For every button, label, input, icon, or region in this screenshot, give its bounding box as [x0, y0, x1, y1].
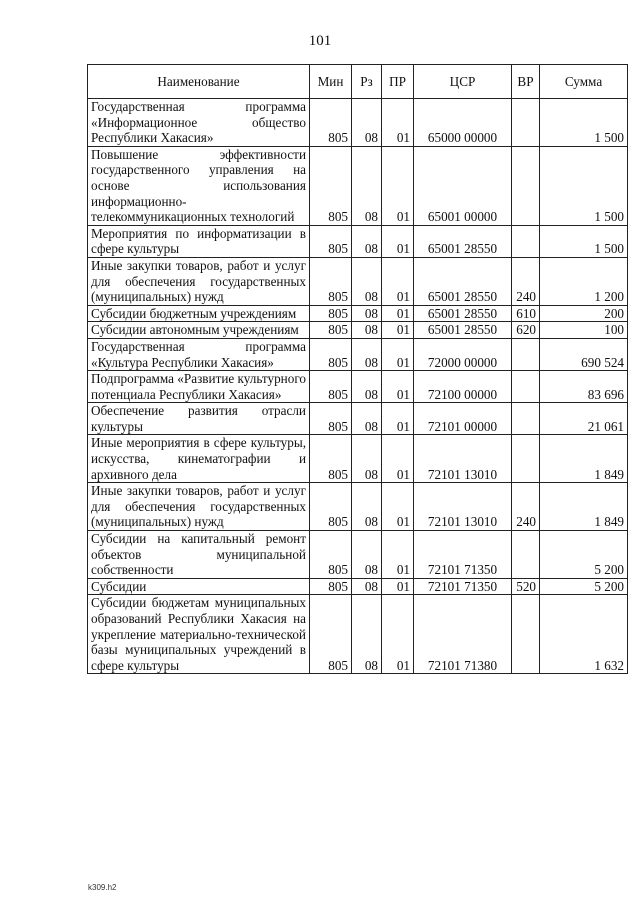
- table-row: [88, 146, 628, 225]
- cell-min: 805: [310, 305, 352, 322]
- cell-name: Субсидии на капитальный ремонт объектов муниципальной собственности: [88, 531, 310, 579]
- table-row: [88, 578, 628, 595]
- cell-csr: 65001 28550: [414, 305, 512, 322]
- cell-sum: 690 524: [540, 338, 628, 370]
- table-row: [88, 322, 628, 339]
- cell-vr: 240: [512, 483, 540, 531]
- cell-rz: 08: [352, 578, 382, 595]
- cell-min: 805: [310, 146, 352, 225]
- cell-csr: 65001 28550: [414, 322, 512, 339]
- cell-pr: 01: [382, 225, 414, 257]
- table-header-row: [88, 65, 628, 99]
- cell-name: Субсидии бюджетным учреждениям: [88, 305, 310, 322]
- cell-vr: [512, 146, 540, 225]
- cell-vr: 610: [512, 305, 540, 322]
- cell-rz: 08: [352, 99, 382, 147]
- cell-rz: 08: [352, 257, 382, 305]
- cell-rz: 08: [352, 483, 382, 531]
- cell-rz: 08: [352, 305, 382, 322]
- cell-rz: 08: [352, 322, 382, 339]
- cell-sum: 1 200: [540, 257, 628, 305]
- budget-table: [87, 64, 628, 674]
- cell-vr: 240: [512, 257, 540, 305]
- cell-pr: 01: [382, 595, 414, 674]
- cell-csr: 72000 00000: [414, 338, 512, 370]
- cell-sum: 1 632: [540, 595, 628, 674]
- cell-min: 805: [310, 225, 352, 257]
- cell-min: 805: [310, 483, 352, 531]
- cell-pr: 01: [382, 435, 414, 483]
- cell-pr: 01: [382, 531, 414, 579]
- cell-pr: 01: [382, 403, 414, 435]
- cell-sum: 1 849: [540, 435, 628, 483]
- cell-name: Подпрограмма «Развитие культурного потенциала Республики Хакасия»: [88, 371, 310, 403]
- table-row: [88, 305, 628, 322]
- cell-csr: 65000 00000: [414, 99, 512, 147]
- table-body: [88, 99, 628, 674]
- cell-min: 805: [310, 338, 352, 370]
- table-row: [88, 257, 628, 305]
- cell-csr: 72101 13010: [414, 483, 512, 531]
- cell-name: Иные закупки товаров, работ и услуг для обеспечения государственных (муниципальных) нужд: [88, 257, 310, 305]
- cell-pr: 01: [382, 371, 414, 403]
- cell-rz: 08: [352, 435, 382, 483]
- cell-min: 805: [310, 403, 352, 435]
- cell-vr: [512, 338, 540, 370]
- table-row: [88, 371, 628, 403]
- cell-vr: [512, 435, 540, 483]
- cell-csr: 72100 00000: [414, 371, 512, 403]
- cell-pr: 01: [382, 257, 414, 305]
- cell-csr: 65001 28550: [414, 257, 512, 305]
- page-number: 101: [308, 33, 332, 49]
- cell-name: Повышение эффективности государственного управления на основе использования информационно-телекоммуникационных технологий: [88, 146, 310, 225]
- cell-sum: 21 061: [540, 403, 628, 435]
- cell-sum: 83 696: [540, 371, 628, 403]
- cell-pr: 01: [382, 146, 414, 225]
- cell-min: 805: [310, 578, 352, 595]
- column-header-rz: Рз: [352, 65, 382, 99]
- cell-rz: 08: [352, 338, 382, 370]
- cell-sum: 200: [540, 305, 628, 322]
- table-row: [88, 403, 628, 435]
- cell-csr: 72101 00000: [414, 403, 512, 435]
- cell-vr: [512, 531, 540, 579]
- cell-sum: 5 200: [540, 578, 628, 595]
- cell-min: 805: [310, 322, 352, 339]
- cell-name: Иные мероприятия в сфере культуры, искусства, кинематографии и архивного дела: [88, 435, 310, 483]
- table-row: [88, 338, 628, 370]
- cell-pr: 01: [382, 338, 414, 370]
- cell-csr: 72101 13010: [414, 435, 512, 483]
- cell-sum: 100: [540, 322, 628, 339]
- column-header-sum: Сумма: [540, 65, 628, 99]
- cell-pr: 01: [382, 578, 414, 595]
- cell-pr: 01: [382, 483, 414, 531]
- cell-csr: 65001 00000: [414, 146, 512, 225]
- column-header-csr: ЦСР: [414, 65, 512, 99]
- cell-vr: [512, 225, 540, 257]
- cell-pr: 01: [382, 99, 414, 147]
- cell-vr: 620: [512, 322, 540, 339]
- cell-csr: 72101 71350: [414, 578, 512, 595]
- cell-min: 805: [310, 435, 352, 483]
- cell-csr: 65001 28550: [414, 225, 512, 257]
- cell-csr: 72101 71350: [414, 531, 512, 579]
- cell-name: Субсидии: [88, 578, 310, 595]
- cell-rz: 08: [352, 531, 382, 579]
- cell-rz: 08: [352, 225, 382, 257]
- cell-vr: 520: [512, 578, 540, 595]
- cell-pr: 01: [382, 305, 414, 322]
- cell-min: 805: [310, 371, 352, 403]
- cell-vr: [512, 595, 540, 674]
- cell-rz: 08: [352, 403, 382, 435]
- cell-rz: 08: [352, 595, 382, 674]
- cell-sum: 5 200: [540, 531, 628, 579]
- column-header-name: Наименование: [88, 65, 310, 99]
- cell-name: Государственная программа «Культура Республики Хакасия»: [88, 338, 310, 370]
- cell-rz: 08: [352, 146, 382, 225]
- cell-sum: 1 849: [540, 483, 628, 531]
- cell-csr: 72101 71380: [414, 595, 512, 674]
- table-row: [88, 595, 628, 674]
- cell-name: Субсидии бюджетам муниципальных образований Республики Хакасия на укрепление материально-технической базы муниципальных учреждений в сфере культуры: [88, 595, 310, 674]
- cell-vr: [512, 99, 540, 147]
- column-header-pr: ПР: [382, 65, 414, 99]
- table-row: [88, 531, 628, 579]
- cell-min: 805: [310, 595, 352, 674]
- cell-name: Иные закупки товаров, работ и услуг для обеспечения государственных (муниципальных) нужд: [88, 483, 310, 531]
- cell-min: 805: [310, 531, 352, 579]
- cell-min: 805: [310, 257, 352, 305]
- cell-name: Мероприятия по информатизации в сфере культуры: [88, 225, 310, 257]
- table-row: [88, 483, 628, 531]
- column-header-min: Мин: [310, 65, 352, 99]
- table-row: [88, 435, 628, 483]
- cell-vr: [512, 371, 540, 403]
- cell-rz: 08: [352, 371, 382, 403]
- cell-name: Субсидии автономным учреждениям: [88, 322, 310, 339]
- column-header-vr: ВР: [512, 65, 540, 99]
- cell-sum: 1 500: [540, 99, 628, 147]
- cell-name: Государственная программа «Информационное общество Республики Хакасия»: [88, 99, 310, 147]
- table-row: [88, 225, 628, 257]
- cell-vr: [512, 403, 540, 435]
- cell-pr: 01: [382, 322, 414, 339]
- cell-name: Обеспечение развития отрасли культуры: [88, 403, 310, 435]
- footer-code: k309.h2: [88, 883, 117, 892]
- table-row: [88, 99, 628, 147]
- cell-sum: 1 500: [540, 225, 628, 257]
- cell-min: 805: [310, 99, 352, 147]
- cell-sum: 1 500: [540, 146, 628, 225]
